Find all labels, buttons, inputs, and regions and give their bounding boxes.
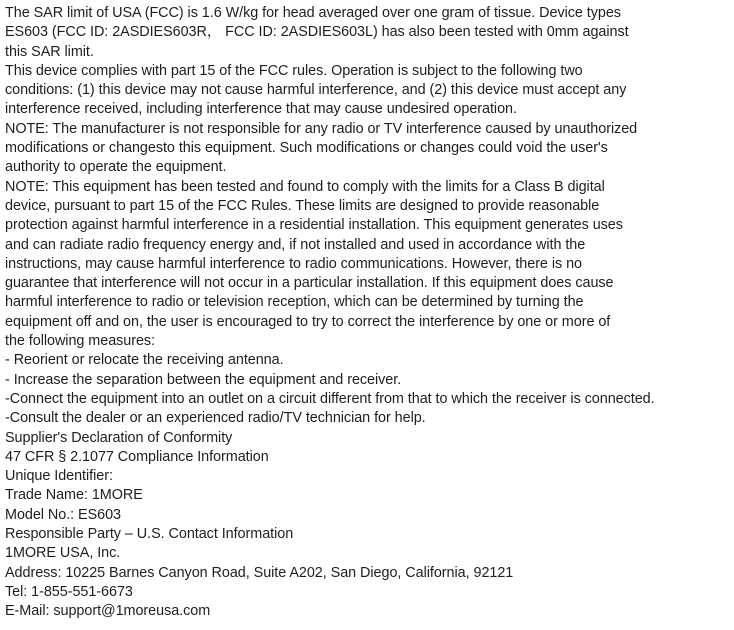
measure-item: -Connect the equipment into an outlet on a circuit different from that to which the receiver is connected. [5,390,655,407]
text-line: ES603 (FCC ID: 2ASDIES603R， FCC ID: 2ASDIES603L) has also been tested with 0mm against [5,24,629,41]
model-number: Model No.: ES603 [5,506,121,523]
company-name: 1MORE USA, Inc. [5,545,121,562]
text-line: interference received, including interference that may cause undesired operation. [5,101,517,118]
note-class-b-paragraph [5,178,731,352]
text-line: protection against harmful interference in a residential installation. This equipment generates uses [5,217,623,234]
text-line: modifications or changesto this equipment. Such modifications or changes could void the user's [5,140,608,157]
text-line: equipment off and on, the user is encouraged to try to correct the interference by one or more of [5,313,611,330]
measure-item: - Increase the separation between the equipment and receiver. [5,371,402,388]
text-line: This device complies with part 15 of the FCC rules. Operation is subject to the following two [5,62,583,79]
text-line: conditions: (1) this device may not cause harmful interference, and (2) this device must accept any [5,82,627,99]
text-line: NOTE: The manufacturer is not responsible for any radio or TV interference caused by unauthorized [5,120,638,137]
text-line: the following measures: [5,333,156,350]
supplier-declaration-section [5,429,731,622]
text-line: authority to operate the equipment. [5,159,227,176]
note-modifications-paragraph [5,120,731,178]
email: E-Mail: support@1moreusa.com [5,603,211,620]
cfr-reference: 47 CFR § 2.1077 Compliance Information [5,448,269,465]
address: Address: 10225 Barnes Canyon Road, Suite A202, San Diego, California, 92121 [5,564,514,581]
sdoc-title: Supplier's Declaration of Conformity [5,429,233,446]
text-line: guarantee that interference will not occur in a particular installation. If this equipment does cause [5,275,614,292]
text-line: NOTE: This equipment has been tested and found to comply with the limits for a Class B digital [5,178,605,195]
text-line: instructions, may cause harmful interference to radio communications. However, there is no [5,255,582,272]
text-line: this SAR limit. [5,43,94,60]
measures-list [5,351,731,428]
sar-notice-paragraph [5,4,731,62]
responsible-party: Responsible Party – U.S. Contact Information [5,526,294,543]
trade-name: Trade Name: 1MORE [5,487,143,504]
fcc-compliance-document [5,4,731,622]
measure-item: - Reorient or relocate the receiving antenna. [5,352,284,369]
text-line: device, pursuant to part 15 of the FCC Rules. These limits are designed to provide reasonable [5,197,600,214]
text-line: The SAR limit of USA (FCC) is 1.6 W/kg for head averaged over one gram of tissue. Device types [5,5,621,21]
text-line: and can radiate radio frequency energy and, if not installed and used in accordance with the [5,236,586,253]
part15-compliance-paragraph [5,62,731,120]
text-line: harmful interference to radio or television reception, which can be determined by turning the [5,294,584,311]
telephone: Tel: 1-855-551-6673 [5,583,133,600]
measure-item: -Consult the dealer or an experienced radio/TV technician for help. [5,410,426,427]
unique-identifier-label: Unique Identifier: [5,468,113,485]
